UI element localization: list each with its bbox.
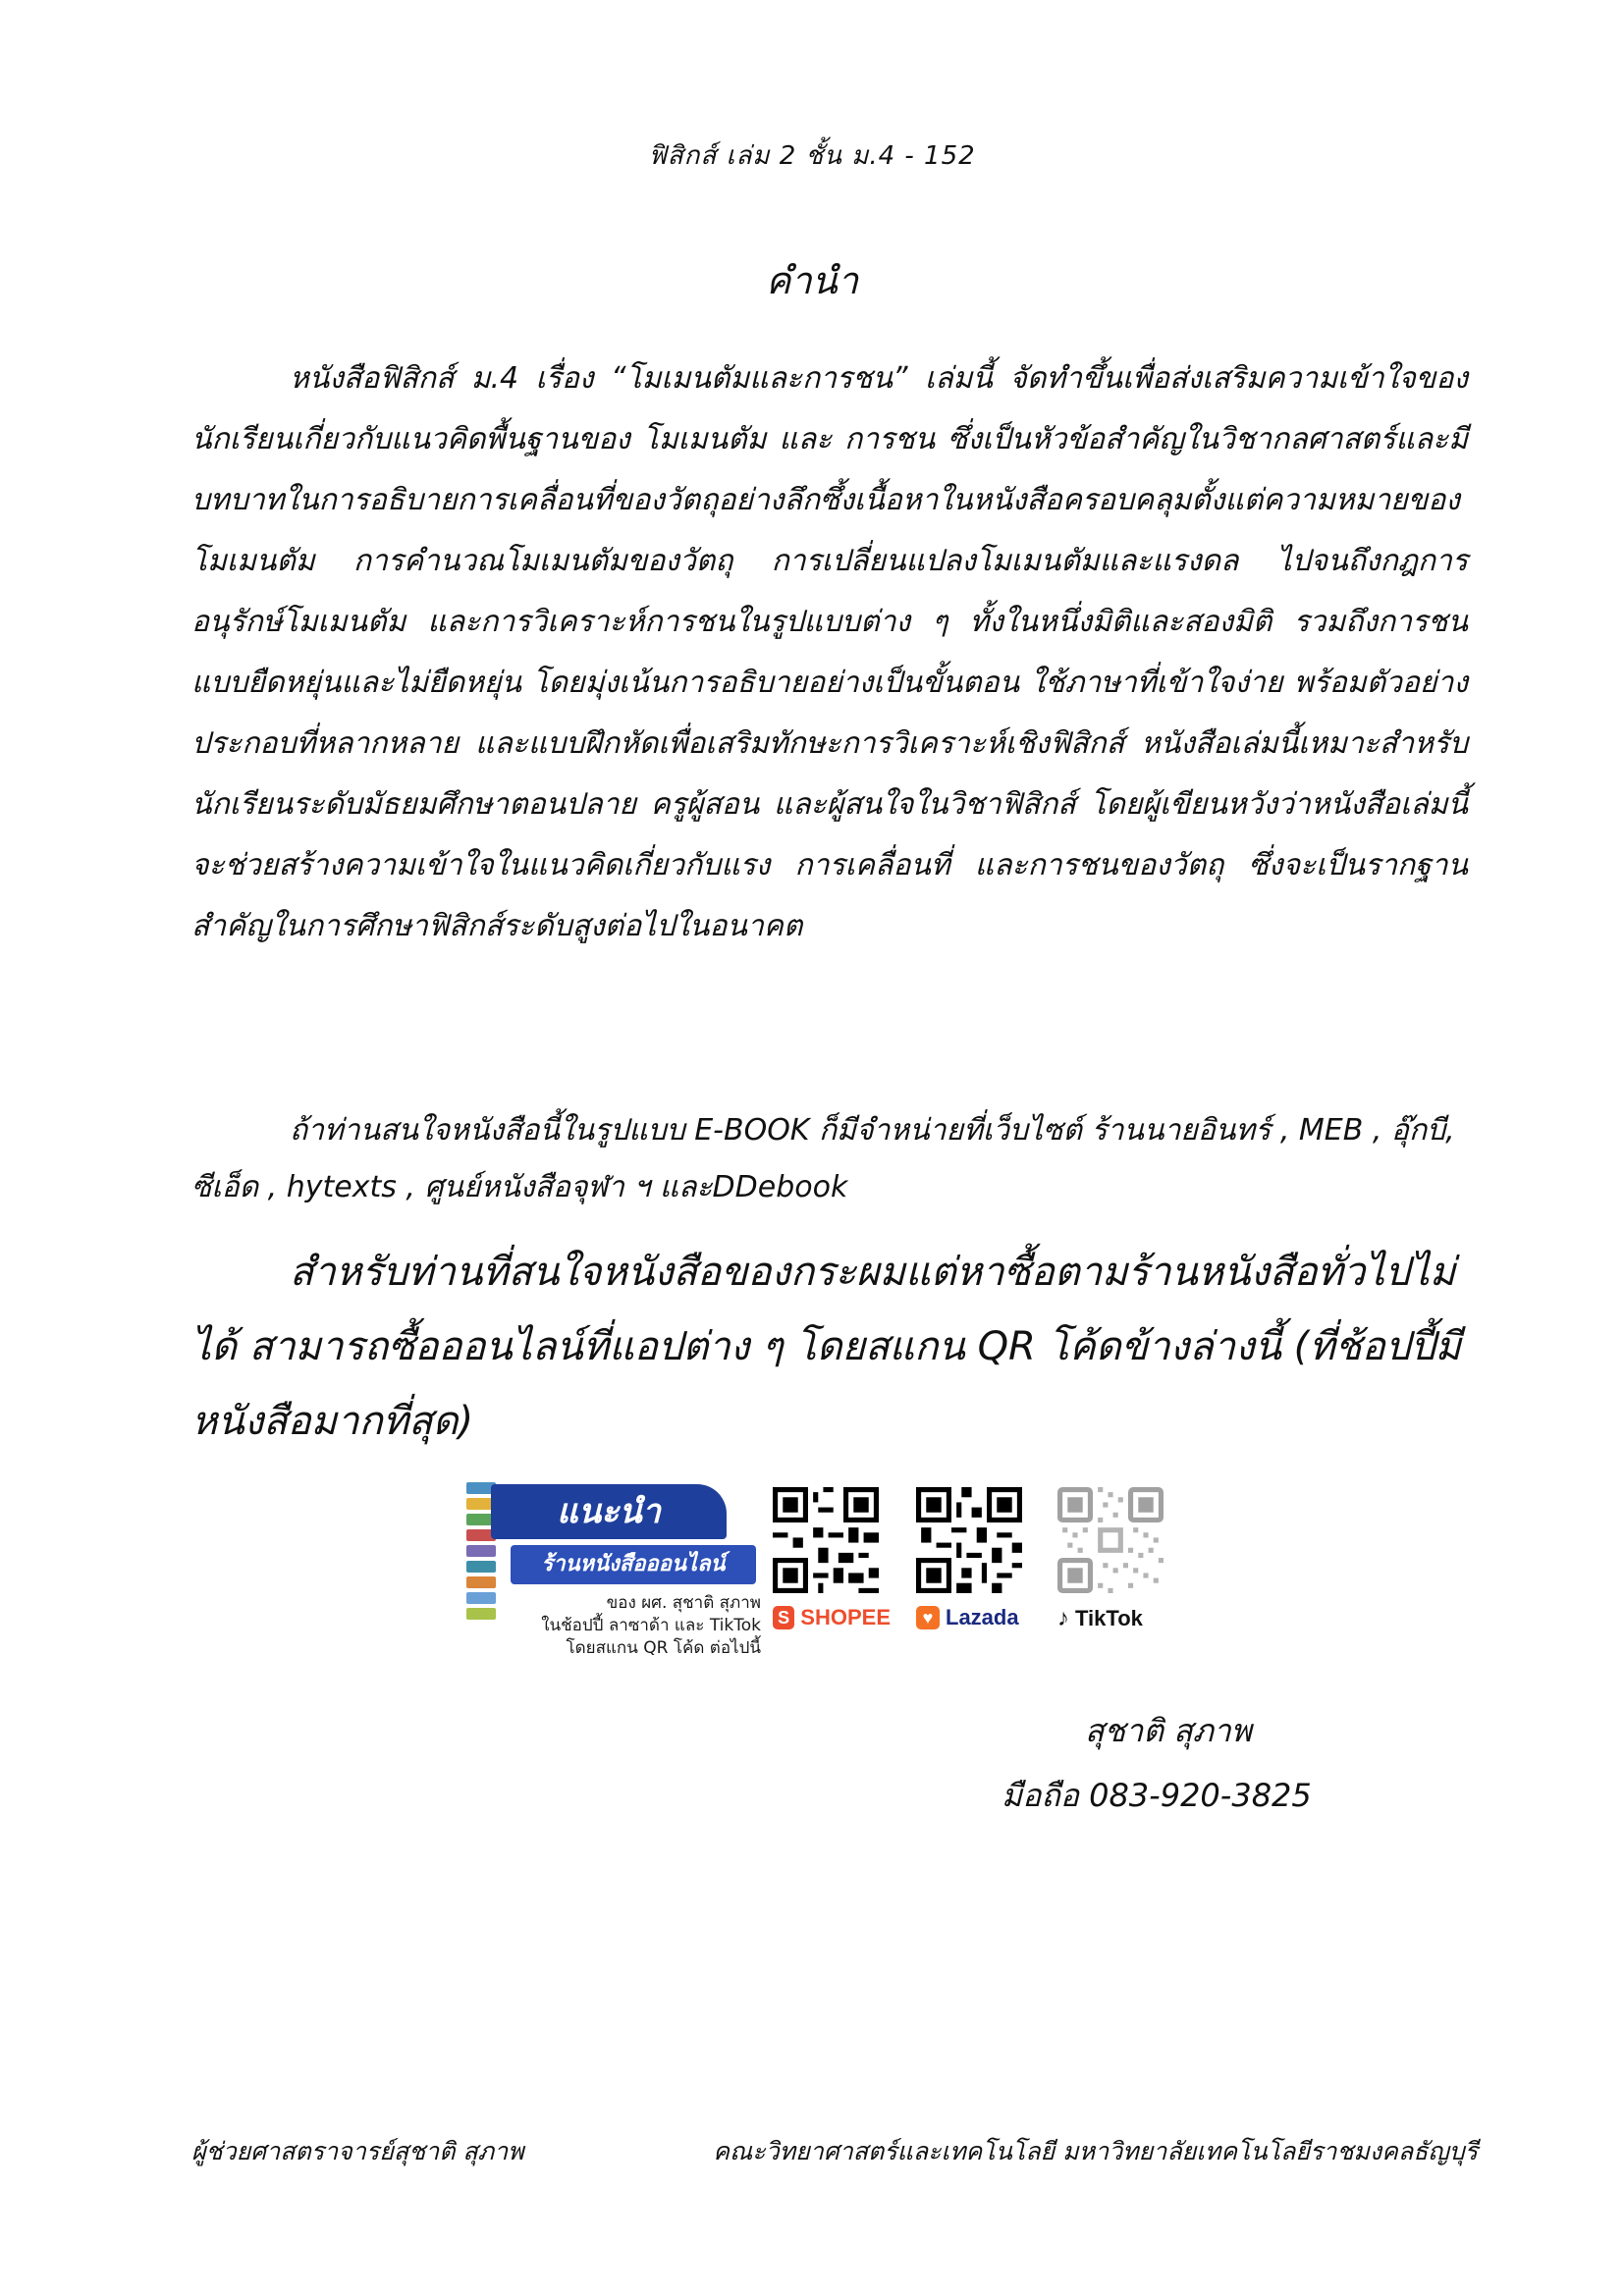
tiktok-qr-block[interactable] [1057,1487,1175,1632]
lazada-label[interactable] [916,1605,1034,1630]
promo-line: โดยสแกน QR โค้ด ต่อไปนี้ [566,1638,761,1658]
author-name: สุชาติ สุภาพ [1085,1712,1252,1749]
shopee-bag-icon: S [773,1606,794,1629]
ebook-note [191,1102,1468,1216]
tiktok-label-text: TikTok [1075,1606,1143,1630]
tiktok-label[interactable] [1057,1605,1175,1632]
signature-block [1001,1698,1414,1828]
lazada-label-text: Lazada [946,1605,1019,1629]
lazada-heart-icon: ♥ [916,1606,940,1629]
lazada-qr-block[interactable] [916,1487,1034,1630]
footer-author: ผู้ช่วยศาสตราจารย์สุชาติ สุภาพ [191,2137,524,2165]
author-phone: มือถือ 083-920-3825 [1001,1777,1312,1814]
tiktok-qr-code-icon[interactable] [1057,1487,1164,1593]
preface-body [191,348,1468,957]
promo-line: ในช้อปปี้ ลาซาด้า และ TikTok [541,1616,761,1635]
page-header: ฟิสิกส์ เล่ม 2 ชั้น ม.4 - 152 [648,141,976,171]
promo-banner [466,1482,761,1679]
shopee-label-text: SHOPEE [800,1605,891,1629]
promo-description [535,1592,761,1660]
tiktok-note-icon: ♪ [1057,1605,1069,1631]
lazada-qr-code-icon[interactable] [916,1487,1022,1593]
promo-title: แนะนำ [491,1484,727,1539]
ebook-note-text: ถ้าท่านสนใจหนังสือนี้ในรูปแบบ E-BOOK ก็มีจำหน่ายที่เว็บไซต์ ร้านนายอินทร์ , MEB , อุ๊กบี, ซีเอ็ด , hytexts , ศูนย์หนังสือจุฬา ฯ และDDebook [191,1113,1455,1204]
shopee-qr-block[interactable] [773,1487,891,1630]
page-title: คำนำ [765,259,859,302]
preface-paragraph: หนังสือฟิสิกส์ ม.4 เรื่อง “โมเมนตัมและการชน” เล่มนี้ จัดทำขึ้นเพื่อส่งเสริมความเข้าใจของนักเรียนเกี่ยวกับแนวคิดพื้นฐานของ โมเมนตัม และ การชน ซึ่งเป็นหัวข้อสำคัญในวิชากลศาสตร์และมีบทบาทในการอธิบายการเคลื่อนที่ของวัตถุอย่างลึกซึ้งเนื้อหาในหนังสือครอบคลุมตั้งแต่ความหมายของโมเมนตัม การคำนวณโมเมนตัมของวัตถุ การเปลี่ยนแปลงโมเมนตัมและแรงดล ไปจนถึงกฎการอนุรักษ์โมเมนตัม และการวิเคราะห์การชนในรูปแบบต่าง ๆ ทั้งในหนึ่งมิติและสองมิติ รวมถึงการชนแบบยืดหยุ่นและไม่ยืดหยุ่น โดยมุ่งเน้นการอธิบายอย่างเป็นขั้นตอน ใช้ภาษาที่เข้าใจง่าย พร้อมตัวอย่างประกอบที่หลากหลาย และแบบฝึกหัดเพื่อเสริมทักษะการวิเคราะห์เชิงฟิสิกส์ หนังสือเล่มนี้เหมาะสำหรับนักเรียนระดับมัธยมศึกษาตอนปลาย ครูผู้สอน และผู้สนใจในวิชาฟิสิกส์ โดยผู้เขียนหวังว่าหนังสือเล่มนี้จะช่วยสร้างความเข้าใจในแนวคิดเกี่ยวกับแรง การเคลื่อนที่ และการชนของวัตถุ ซึ่งจะเป็นรากฐานสำคัญในการศึกษาฟิสิกส์ระดับสูงต่อไปในอนาคต [191,361,1468,943]
footer-institution: คณะวิทยาศาสตร์และเทคโนโลยี มหาวิทยาลัยเทคโนโลยีราชมงคลธัญบุรี [713,2137,1478,2165]
shop-note [191,1235,1478,1459]
shopee-qr-code-icon[interactable] [773,1487,879,1593]
promo-subtitle: ร้านหนังสือออนไลน์ [511,1545,756,1584]
promo-line: ของ ผศ. สุชาติ สุภาพ [606,1593,761,1613]
shopee-label[interactable] [773,1605,891,1630]
shop-note-text: สำหรับท่านที่สนใจหนังสือของกระผมแต่หาซื้อตามร้านหนังสือทั่วไปไม่ได้ สามารถซื้อออนไลน์ที่แอปต่าง ๆ โดยสแกน QR โค้ดข้างล่างนี้ (ที่ช้อปปี้มีหนังสือมากที่สุด) [191,1250,1461,1444]
